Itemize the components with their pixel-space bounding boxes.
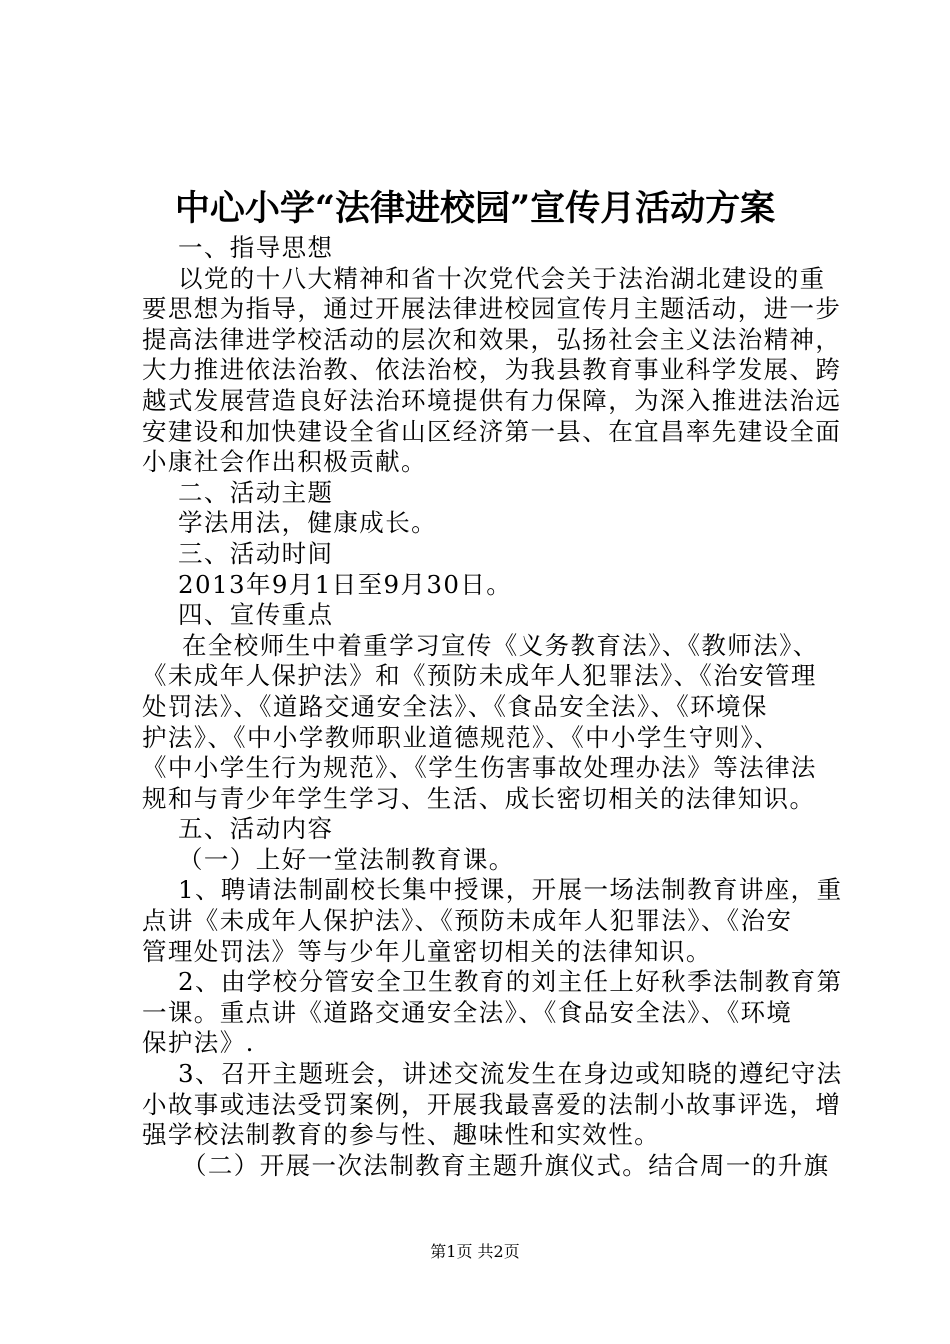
paragraph-line: 安建设和加快建设全省山区经济第一县、在宜昌率先建设全面 [142, 416, 842, 446]
subsection-heading: （二）开展一次法制教育主题升旗仪式。结合周一的升旗 [182, 1150, 830, 1180]
paragraph-line: 2、由学校分管安全卫生教育的刘主任上好秋季法制教育第 [178, 967, 843, 997]
paragraph-line: 小康社会作出积极贡献。 [142, 447, 427, 477]
document-title: 中心小学“法律进校园”宣传月活动方案 [174, 188, 776, 229]
section-heading-focus: 四、宣传重点 [178, 600, 334, 630]
paragraph-line: 护法》、《中小学教师职业道德规范》、《中小学生守则》、 [142, 722, 781, 752]
paragraph-line: 强学校法制教育的参与性、趣味性和实效性。 [142, 1120, 660, 1150]
section-heading-guiding-ideology: 一、指导思想 [178, 233, 334, 262]
paragraph-line: 一课。重点讲《道路交通安全法》、《食品安全法》、《环境 [142, 997, 793, 1027]
paragraph-line: 在全校师生中着重学习宣传《义务教育法》、《教师法》、 [182, 630, 819, 660]
paragraph-line: 《中小学生行为规范》、《学生伤害事故处理办法》等法律法 [142, 753, 817, 783]
paragraph-line: 规和与青少年学生学习、生活、成长密切相关的法律知识。 [142, 783, 816, 813]
paragraph-line: 1、聘请法制副校长集中授课，开展一场法制教育讲座，重 [178, 875, 843, 905]
paragraph-line: 处罚法》、《道路交通安全法》、《食品安全法》、《环境保 [142, 691, 768, 721]
page-number-footer: 第1页 共2页 [430, 1242, 520, 1261]
paragraph-line: 3、召开主题班会，讲述交流发生在身边或知晓的遵纪守法 [178, 1059, 843, 1089]
paragraph-line: 以党的十八大精神和省十次党代会关于法治湖北建设的重 [178, 263, 826, 293]
subsection-heading: （一）上好一堂法制教育课。 [178, 844, 515, 874]
paragraph-line: 提高法律进学校活动的层次和效果，弘扬社会主义法治精神， [142, 324, 842, 354]
paragraph-line: 越式发展营造良好法治环境提供有力保障，为深入推进法治远 [142, 385, 842, 415]
section-heading-theme: 二、活动主题 [178, 477, 334, 507]
paragraph-line: 点讲《未成年人保护法》、《预防未成年人犯罪法》、《治安 [142, 906, 793, 936]
paragraph-line: 小故事或违法受罚案例，开展我最喜爱的法制小故事评选，增 [142, 1089, 842, 1119]
paragraph-line: 保护法》. [142, 1028, 255, 1058]
section-heading-time: 三、活动时间 [178, 538, 334, 568]
paragraph-line: 大力推进依法治教、依法治校，为我县教育事业科学发展、跨 [142, 355, 842, 385]
paragraph-line: 要思想为指导，通过开展法律进校园宣传月主题活动，进一步 [142, 294, 842, 324]
paragraph-line: 2013年9月1日至9月30日。 [178, 569, 513, 599]
paragraph-line: 学法用法，健康成长。 [178, 508, 437, 538]
section-heading-content: 五、活动内容 [178, 814, 334, 844]
paragraph-line: 《未成年人保护法》和《预防未成年人犯罪法》、《治安管理 [142, 661, 817, 691]
document-body [142, 233, 843, 1181]
paragraph-line: 管理处罚法》等与少年儿童密切相关的法律知识。 [142, 936, 712, 966]
